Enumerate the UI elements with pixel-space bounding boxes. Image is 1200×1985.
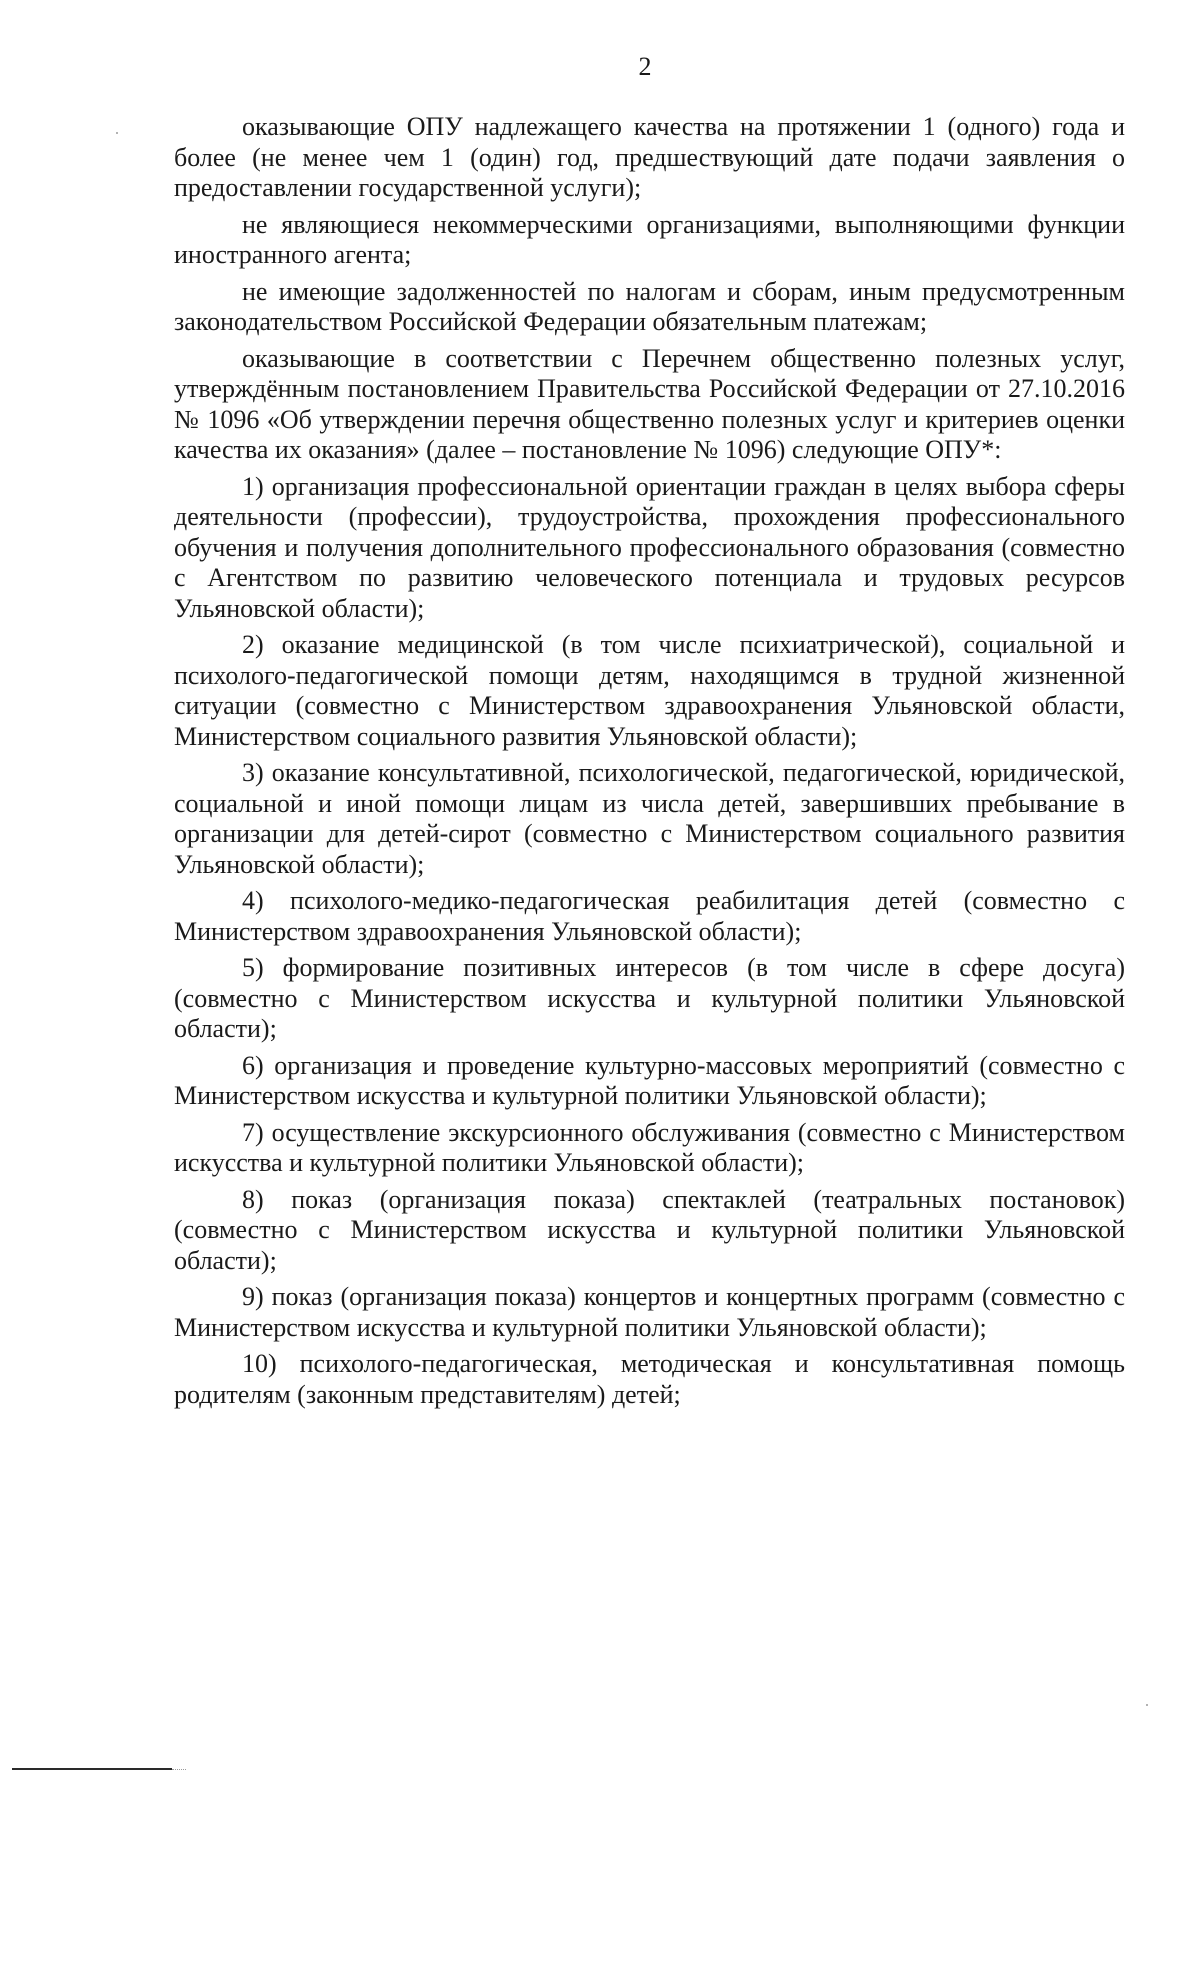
scan-speck [116,132,118,134]
list-item-service-6: 6) организация и проведение культурно-массовых мероприятий (совместно с Министерством искусства и культурной политики Ульяновской области); [174,1050,1125,1110]
list-item-service-1: 1) организация профессиональной ориентации граждан в целях выбора сферы деятельности (профессии), трудоустройства, прохождения профессионального обучения и получения дополнительного профессионального образования (совместно с Агентством по развитию человеческого потенциала и трудовых ресурсов Ульяновской области); [174,471,1125,623]
list-item-service-5: 5) формирование позитивных интересов (в том числе в сфере досуга) (совместно с Министерством искусства и культурной политики Ульяновской области); [174,953,1125,1043]
paragraph-criteria-services-list: оказывающие в соответствии с Перечнем общественно полезных услуг, утверждённым постановлением Правительства Российской Федерации от 27.10.2016 № 1096 «Об утверждении перечня общественно полезных услуг и критериев оценки качества их оказания» (далее – постановление № 1096) следующие ОПУ*: [174,343,1125,464]
list-item-service-9: 9) показ (организация показа) концертов и концертных программ (совместно с Министерством искусства и культурной политики Ульяновской области); [174,1282,1125,1342]
paragraph-criteria-no-debts: не имеющие задолженностей по налогам и сборам, иным предусмотренным законодательством Российской Федерации обязательным платежам; [174,276,1125,336]
paragraph-criteria-foreign-agent: не являющиеся некоммерческими организациями, выполняющими функции иностранного агента; [174,209,1125,269]
list-item-service-3: 3) оказание консультативной, психологической, педагогической, юридической, социальной и иной помощи лицам из числа детей, завершивших пребывание в организации для детей-сирот (совместно с Министерством социального развития Ульяновской области); [174,758,1125,879]
list-item-service-2: 2) оказание медицинской (в том числе психиатрической), социальной и психолого-педагогической помощи детям, находящимся в трудной жизненной ситуации (совместно с Министерством здравоохранения Ульяновской области, Министерством социального развития Ульяновской области); [174,630,1125,751]
footnote-separator [12,1768,172,1770]
paragraph-criteria-quality: оказывающие ОПУ надлежащего качества на протяжении 1 (одного) года и более (не менее чем 1 (один) год, предшествующий дате подачи заявления о предоставлении государственной услуги); [174,112,1125,202]
document-body [174,112,1125,1416]
list-item-service-10: 10) психолого-педагогическая, методическая и консультативная помощь родителям (законным представителям) детей; [174,1349,1125,1409]
page-number: 2 [638,52,652,81]
list-item-service-4: 4) психолого-медико-педагогическая реабилитация детей (совместно с Министерством здравоохранения Ульяновской области); [174,886,1125,946]
scan-speck [1146,1704,1148,1706]
list-item-service-7: 7) осуществление экскурсионного обслуживания (совместно с Министерством искусства и культурной политики Ульяновской области); [174,1117,1125,1177]
list-item-service-8: 8) показ (организация показа) спектаклей (театральных постановок) (совместно с Министерством искусства и культурной политики Ульяновской области); [174,1184,1125,1275]
